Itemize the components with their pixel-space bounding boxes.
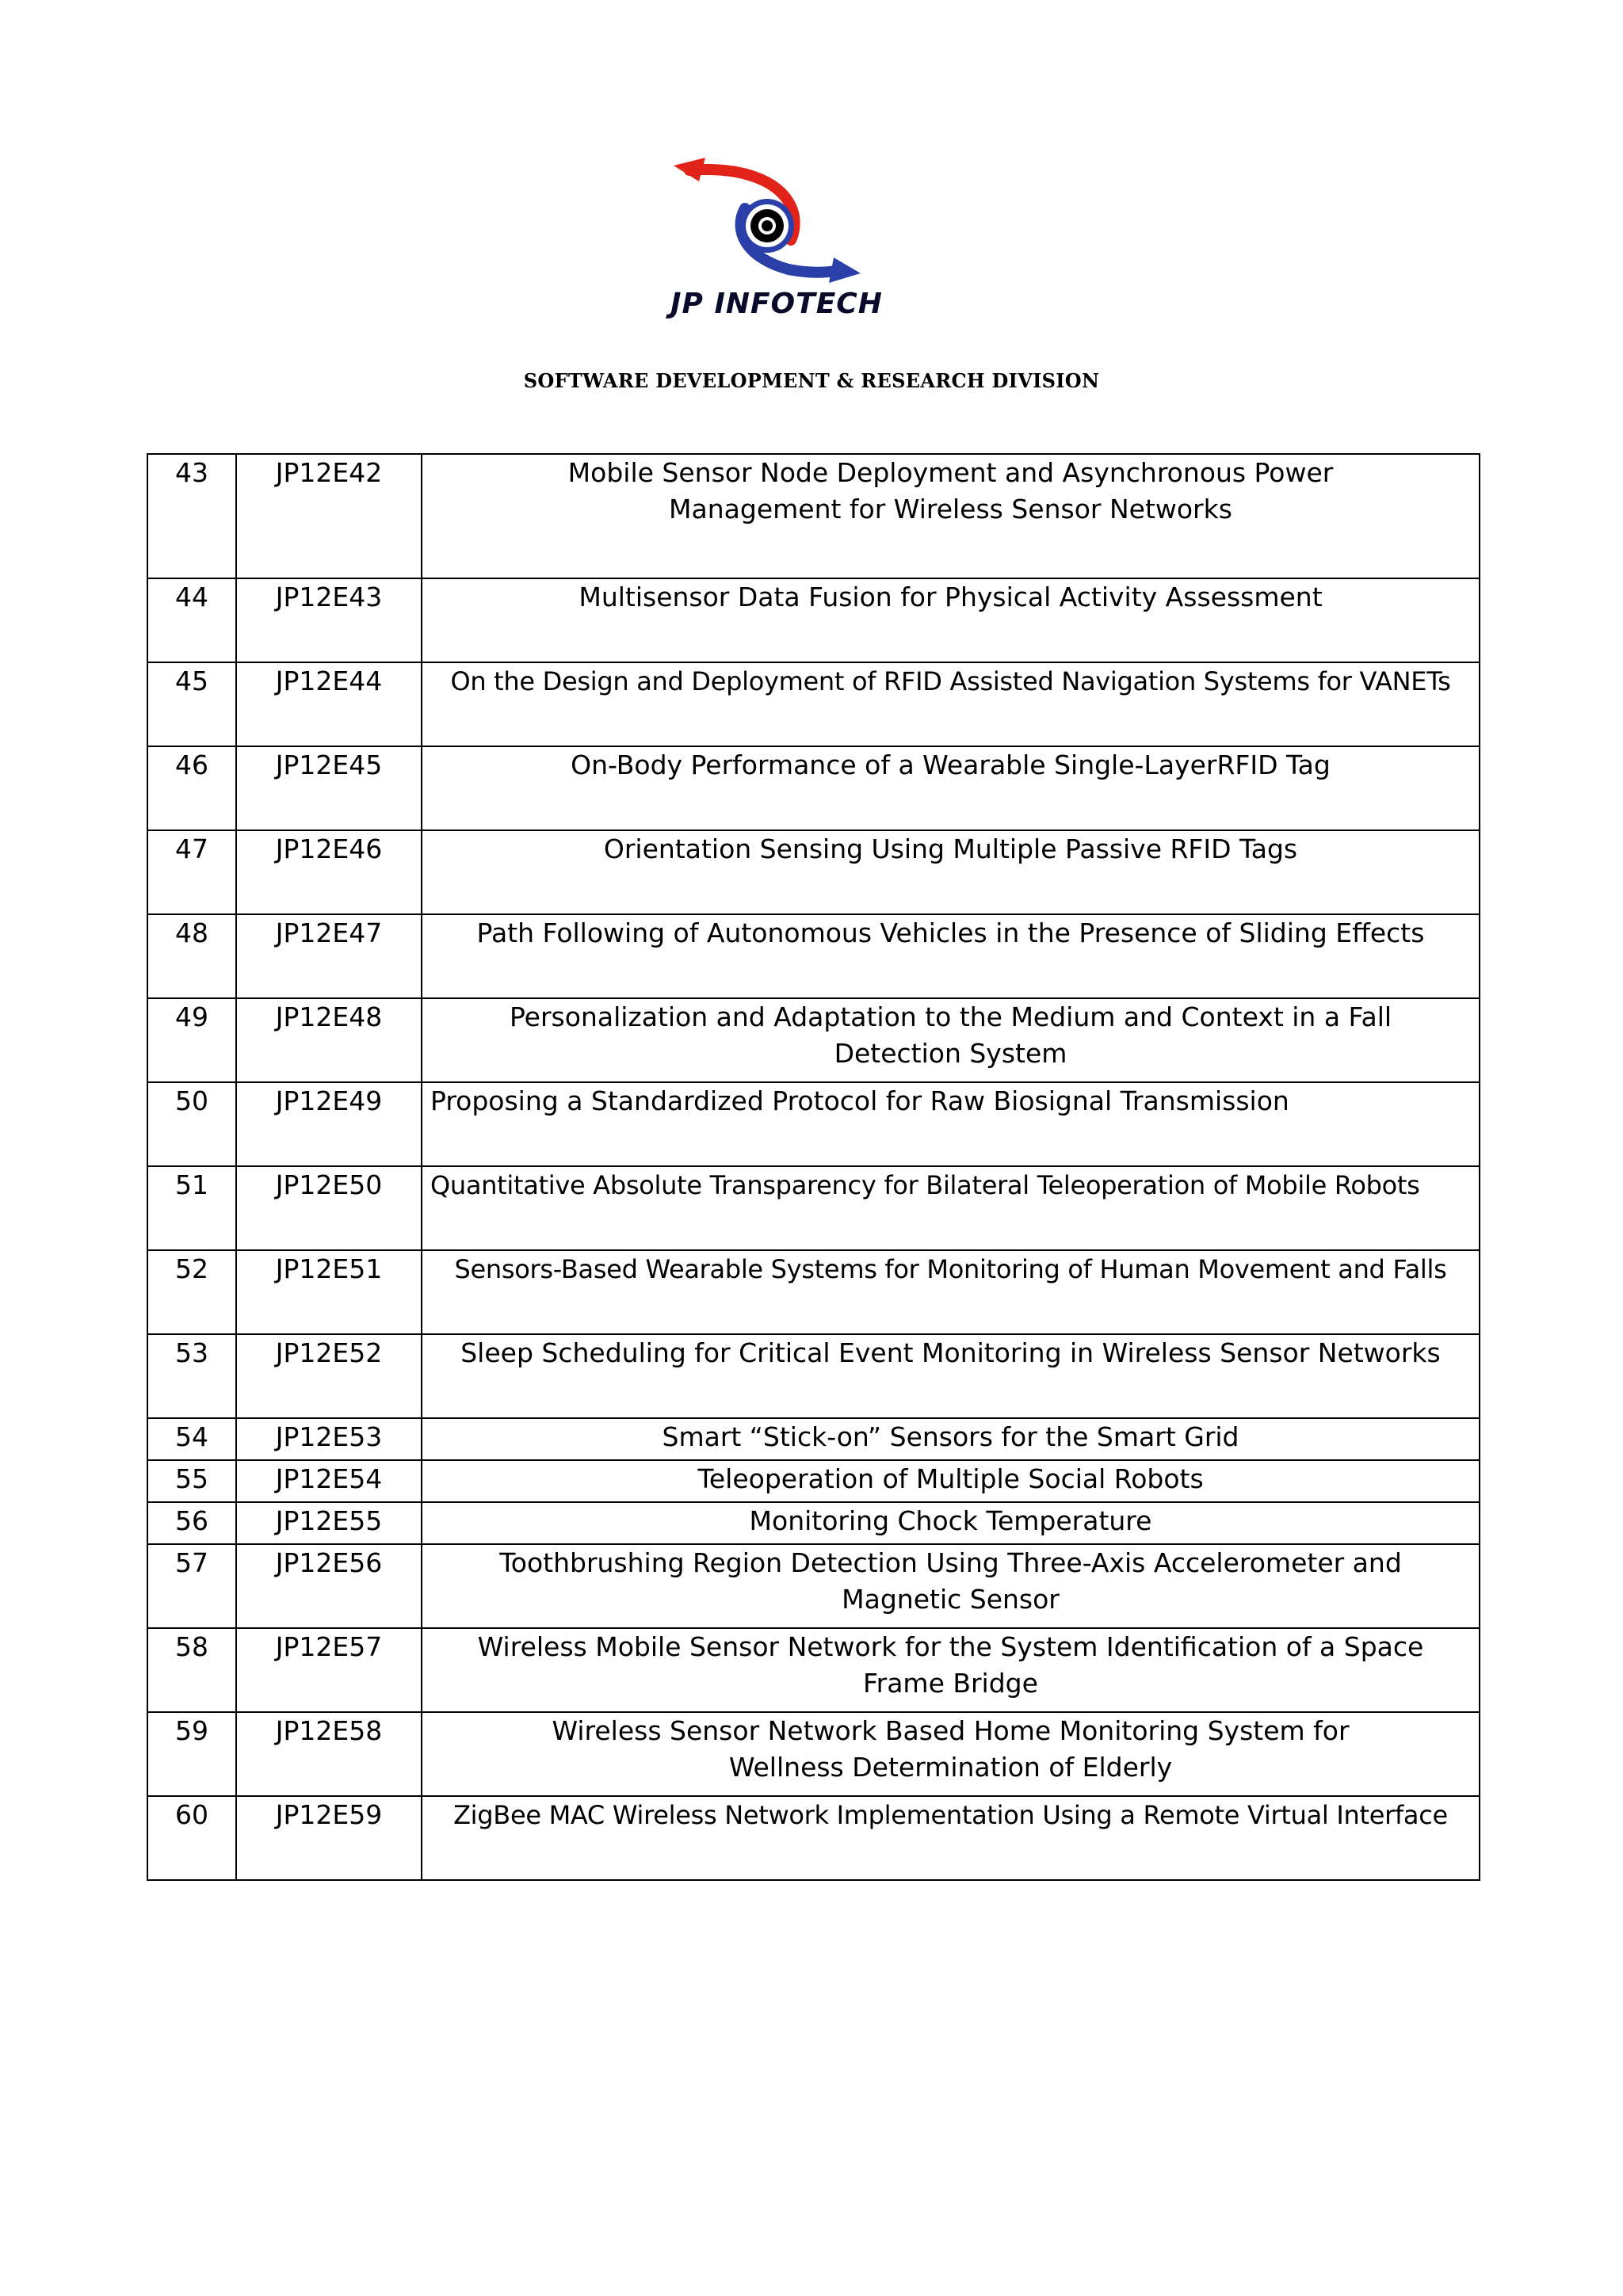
project-code: JP12E53 [236, 1418, 422, 1460]
project-code: JP12E51 [236, 1250, 422, 1334]
project-title: Mobile Sensor Node Deployment and Asynchronous Power Management for Wireless Sensor Networks [422, 454, 1480, 578]
project-title: Proposing a Standardized Protocol for Raw Biosignal Transmission [422, 1082, 1480, 1166]
project-title: Teleoperation of Multiple Social Robots [422, 1460, 1480, 1502]
table-row [147, 1712, 1480, 1796]
project-code: JP12E52 [236, 1334, 422, 1418]
table-row [147, 1502, 1480, 1544]
project-code: JP12E47 [236, 914, 422, 998]
table-row [147, 1166, 1480, 1250]
table-row [147, 1334, 1480, 1418]
project-code: JP12E46 [236, 830, 422, 914]
table-row [147, 1082, 1480, 1166]
table-row [147, 578, 1480, 662]
project-title: Smart “Stick-on” Sensors for the Smart Grid [422, 1418, 1480, 1460]
project-title: Orientation Sensing Using Multiple Passive RFID Tags [422, 830, 1480, 914]
serial-number: 45 [147, 662, 236, 746]
table-row [147, 914, 1480, 998]
serial-number: 55 [147, 1460, 236, 1502]
table-row [147, 746, 1480, 830]
table-row [147, 1796, 1480, 1880]
serial-number: 48 [147, 914, 236, 998]
company-name: JP INFOTECH [670, 288, 883, 320]
project-title: Multisensor Data Fusion for Physical Activity Assessment [422, 578, 1480, 662]
serial-number: 50 [147, 1082, 236, 1166]
project-title: On-Body Performance of a Wearable Single-LayerRFID Tag [422, 746, 1480, 830]
project-code: JP12E43 [236, 578, 422, 662]
table-row [147, 454, 1480, 578]
project-code: JP12E55 [236, 1502, 422, 1544]
project-code: JP12E45 [236, 746, 422, 830]
project-title: Toothbrushing Region Detection Using Three-Axis Accelerometer and Magnetic Sensor [422, 1544, 1480, 1628]
division-heading: SOFTWARE DEVELOPMENT & RESEARCH DIVISION [523, 369, 1100, 392]
table-row [147, 1250, 1480, 1334]
project-title: Personalization and Adaptation to the Medium and Context in a Fall Detection System [422, 998, 1480, 1082]
project-title: Path Following of Autonomous Vehicles in the Presence of Sliding Effects [422, 914, 1480, 998]
table-row [147, 830, 1480, 914]
table-row [147, 1628, 1480, 1712]
table-row [147, 998, 1480, 1082]
serial-number: 54 [147, 1418, 236, 1460]
project-code: JP12E50 [236, 1166, 422, 1250]
project-code: JP12E57 [236, 1628, 422, 1712]
project-title: Sleep Scheduling for Critical Event Monitoring in Wireless Sensor Networks [422, 1334, 1480, 1418]
serial-number: 53 [147, 1334, 236, 1418]
project-title: On the Design and Deployment of RFID Assisted Navigation Systems for VANETs [422, 662, 1480, 746]
serial-number: 43 [147, 454, 236, 578]
table-row [147, 1544, 1480, 1628]
serial-number: 52 [147, 1250, 236, 1334]
project-code: JP12E42 [236, 454, 422, 578]
serial-number: 60 [147, 1796, 236, 1880]
serial-number: 51 [147, 1166, 236, 1250]
serial-number: 46 [147, 746, 236, 830]
table-row [147, 1418, 1480, 1460]
project-code: JP12E48 [236, 998, 422, 1082]
project-title: Wireless Mobile Sensor Network for the System Identification of a Space Frame Bridge [422, 1628, 1480, 1712]
logo-emblem-icon [650, 154, 903, 285]
project-title: Monitoring Chock Temperature [422, 1502, 1480, 1544]
project-code: JP12E49 [236, 1082, 422, 1166]
table-row [147, 662, 1480, 746]
project-title: Wireless Sensor Network Based Home Monitoring System for Wellness Determination of Elderly [422, 1712, 1480, 1796]
serial-number: 56 [147, 1502, 236, 1544]
table-row [147, 1460, 1480, 1502]
project-title: ZigBee MAC Wireless Network Implementation Using a Remote Virtual Interface [422, 1796, 1480, 1880]
company-logo [650, 154, 903, 337]
serial-number: 44 [147, 578, 236, 662]
serial-number: 49 [147, 998, 236, 1082]
serial-number: 59 [147, 1712, 236, 1796]
serial-number: 58 [147, 1628, 236, 1712]
project-code: JP12E58 [236, 1712, 422, 1796]
serial-number: 57 [147, 1544, 236, 1628]
project-title: Sensors-Based Wearable Systems for Monitoring of Human Movement and Falls [422, 1250, 1480, 1334]
serial-number: 47 [147, 830, 236, 914]
project-code: JP12E44 [236, 662, 422, 746]
project-code: JP12E54 [236, 1460, 422, 1502]
project-table [147, 453, 1480, 1881]
project-title: Quantitative Absolute Transparency for Bilateral Teleoperation of Mobile Robots [422, 1166, 1480, 1250]
project-code: JP12E56 [236, 1544, 422, 1628]
project-code: JP12E59 [236, 1796, 422, 1880]
